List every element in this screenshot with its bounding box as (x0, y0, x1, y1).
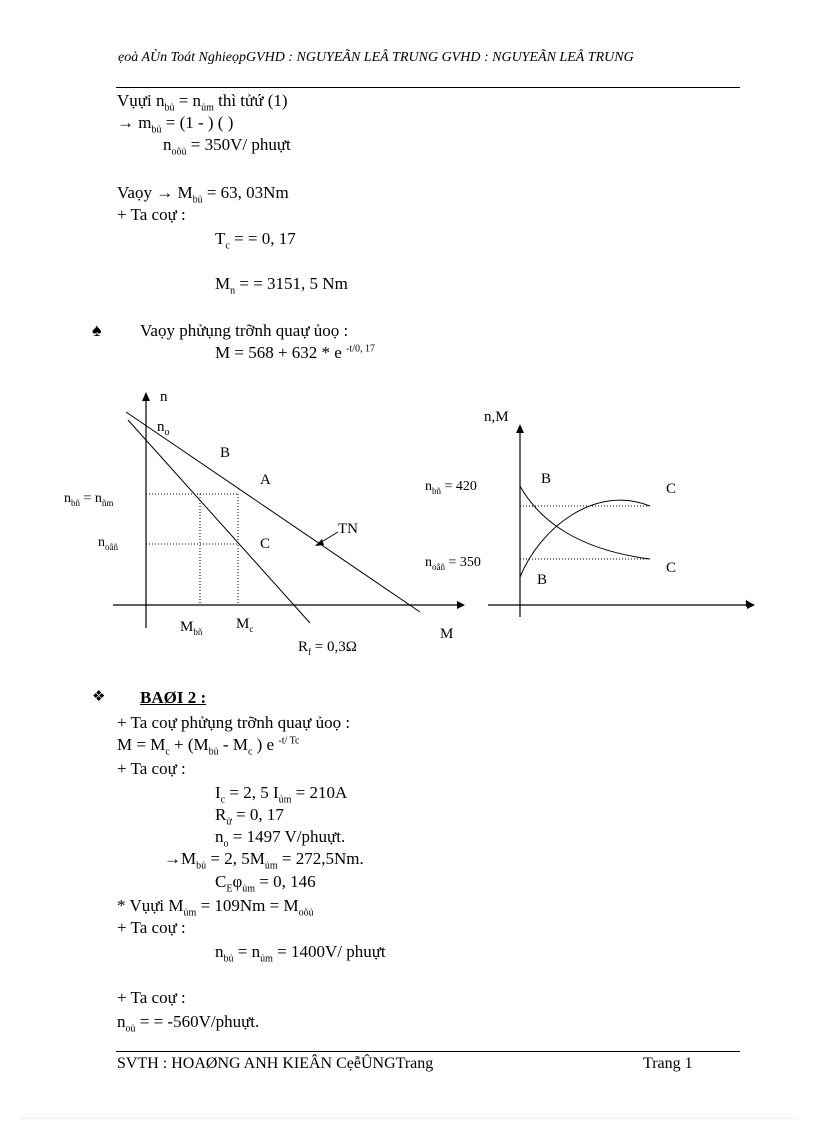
nod-label: $n_{oâñ}$ (98, 535, 118, 552)
right-y-arrow-icon (516, 424, 524, 433)
right-c-top-label: C (666, 481, 677, 497)
line-equation: M = 568 + 632 * e $^{-t/0, 17}$ (215, 343, 375, 362)
left-y-arrow-icon (142, 392, 150, 401)
line-mbd-2: $\to M_{bủ} = 2$, $5M_{ủm} = 272,5Nm$. (164, 849, 364, 872)
right-axis-t-label: t (745, 595, 749, 610)
line-equation-intro: + Ta coự phửụng trỡnh quaự ủoọ : (117, 713, 351, 732)
left-x-arrow-icon (457, 601, 465, 609)
diamond-bullet-icon: ❖ (92, 689, 106, 705)
line-ta-co: + Ta coự : (117, 205, 186, 224)
line-ic: $I_c = 2$, 5 $I_{ủm} = 210A$ (215, 783, 348, 806)
arrow-icon: → (164, 849, 181, 868)
line-transient-equation: $M = M_c + (M_{bủ} - M_c$ ) e $^{-t/ Tc}$ (117, 735, 300, 758)
section-title: BAØI 2 : (140, 688, 207, 707)
arrow-icon: → (156, 183, 174, 202)
line-mn: $M_n$ = = 3151, 5 Nm (215, 274, 348, 297)
line-tc: $T_c$ = = 0, 17 (215, 229, 296, 252)
left-axis-n-label: n (160, 389, 168, 405)
n0-label: $n_o$ (157, 419, 170, 438)
right-b-bottom-label: B (537, 572, 548, 588)
right-axis-nm-label: n,M (484, 409, 509, 425)
rf-label: $R_f = 0,3\Omega$ (298, 639, 357, 657)
page-number: Trang 1 (643, 1055, 693, 1072)
line-nod: $n_{oõủ} = 350V/$ phuựt (163, 135, 291, 158)
line-mbd-formula: → $m_{bủ} = (1$ - ) ( ) (117, 113, 234, 136)
tn-label: TN (338, 521, 358, 537)
line-condition: Vụựi $n_{bủ} = n_{ủm}$ thì tửứ (1) (117, 91, 288, 114)
line-nod-result: $n_{oủ}$ = = -560V/phuựt. (117, 1012, 260, 1035)
line-equation-heading: Vaọy phửụng trỡnh quaự ủoọ : (140, 321, 349, 340)
line-ce-phi: $C_E\varphi_{ủm} = 0$, 146 (215, 872, 316, 895)
page-header: ẹoà AÙn Toát NghieọpGVHD : NGUYEÃN LEÂ TRUNG GVHD : NGUYEÃN LEÂ TRUNG (118, 50, 634, 65)
line-mbd-result: Vaọy → $M_{bủ} = 63$, 03Nm (117, 183, 289, 206)
speed-decay-curve (520, 486, 650, 559)
point-a-label: A (260, 472, 271, 488)
line-n0: $n_o = 1497$ V/phuựt. (215, 827, 346, 850)
nbd-equals-ndm-label: $n_{bñ} = n_{ñm}$ (64, 491, 114, 508)
mbd-label: $M_{bñ}$ (180, 619, 203, 637)
footer-author: SVTH : HOAØNG ANH KIEÂN CẹễÛNGTrang (117, 1055, 434, 1072)
page-edge (20, 1118, 796, 1119)
right-nod-label: $n_{oâñ} = 350$ (425, 555, 481, 572)
rf-characteristic-line (128, 420, 310, 623)
right-c-bottom-label: C (666, 560, 677, 576)
tn-pointer-arrow-icon (315, 539, 324, 546)
arrow-icon: → (117, 113, 134, 132)
right-nbd-label: $n_{bñ} = 420$ (425, 479, 477, 496)
line-ta-co-4: + Ta coự : (117, 988, 186, 1007)
line-mdm: * Vụựi $M_{ủm} = 109Nm = M_{oõủ}$ (117, 896, 314, 919)
point-b-label: B (220, 445, 231, 461)
header-rule (116, 87, 740, 88)
point-c-label: C (260, 536, 271, 552)
line-ta-co-2: + Ta coự : (117, 759, 186, 778)
mc-label: $M_c$ (236, 616, 254, 634)
spade-bullet-icon: ♠ (92, 320, 102, 340)
right-b-top-label: B (541, 471, 552, 487)
footer-rule (116, 1051, 740, 1052)
characteristic-figure (0, 380, 816, 670)
line-ta-co-3: + Ta coự : (117, 918, 186, 937)
line-r: $R_ử = 0$, 17 (215, 805, 284, 828)
line-nbd: $n_{bủ} = n_{ủm} = 1400V/$ phuựt (215, 942, 386, 965)
left-axis-m-label: M (440, 626, 454, 642)
